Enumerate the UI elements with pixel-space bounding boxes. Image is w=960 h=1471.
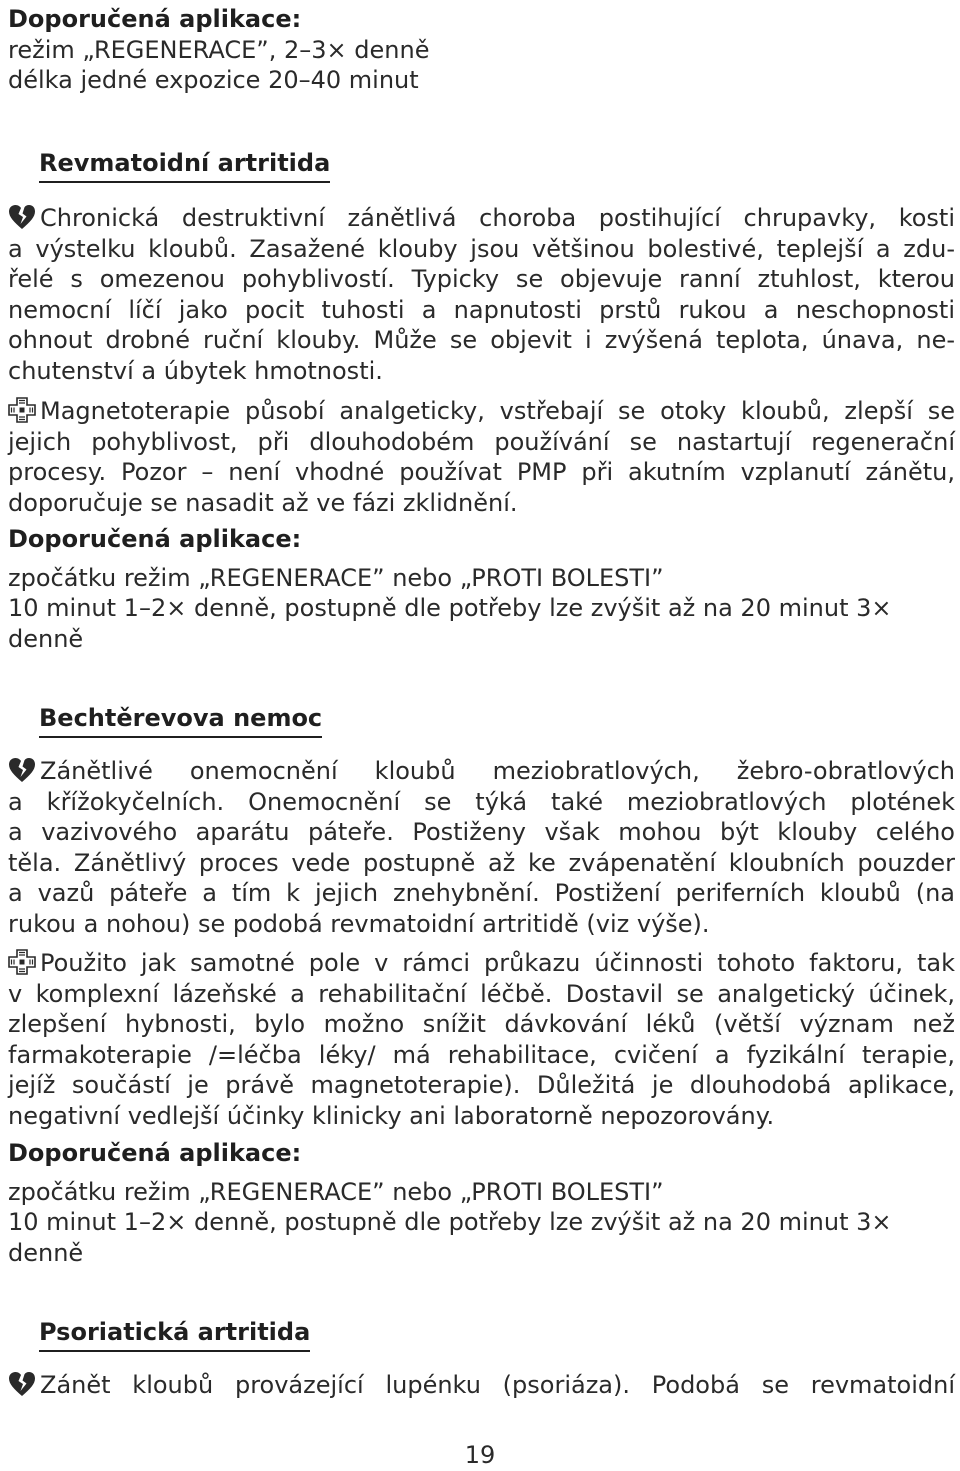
section-bechterevova <box>8 703 322 738</box>
rec-line: zpočátku režim „REGENERACE” nebo „PROTI BOLESTI” <box>8 1177 664 1206</box>
recommended-application-3 <box>8 1138 955 1268</box>
paragraph-line: jejíž součástí je právě magnetoterapie). Důležitá je dlouhodobá aplikace, <box>8 1071 955 1099</box>
rec-line: režim „REGENERACE”, 2–3× denně <box>8 35 430 64</box>
paragraph-line: rukou a nohou) se podobá revmatoidní artritidě (viz výše). <box>8 909 710 938</box>
paragraph-line: Magnetoterapie působí analgeticky, vstřebají se otoky kloubů, zlepší se <box>8 396 955 427</box>
paragraph-line: negativní vedlejší účinky klinicky ani laboratorně nepozorovány. <box>8 1101 775 1130</box>
paragraph-line: Zánětlivé onemocnění kloubů meziobratlových, žebro-obratlových <box>8 756 955 787</box>
paragraph-line: těla. Zánětlivý proces vede postupně až ke zvápenatění kloubních pouzder <box>8 848 955 877</box>
recommended-heading: Doporučená aplikace: <box>8 1139 302 1167</box>
paragraph-line: v komplexní lázeňské a rehabilitační léčbě. Dostavil se analgetický účinek, <box>8 979 955 1008</box>
rec-line: délka jedné expozice 20–40 minut <box>8 66 419 94</box>
rec-line: zpočátku režim „REGENERACE” nebo „PROTI BOLESTI” <box>8 563 664 592</box>
medical-cross-icon <box>8 949 36 975</box>
recommended-application-1 <box>8 4 429 96</box>
recommended-heading: Doporučená aplikace: <box>8 5 302 33</box>
rec-line: 10 minut 1–2× denně, postupně dle potřeby lze zvýšit až na 20 minut 3× <box>8 1208 892 1236</box>
disease-paragraph <box>8 1370 955 1401</box>
paragraph-line: Chronická destruktivní zánětlivá choroba postihující chrupavky, kosti <box>8 203 955 234</box>
broken-heart-icon <box>8 757 36 783</box>
section-heading: Psoriatická artritida <box>39 1317 310 1352</box>
recommended-heading: Doporučená aplikace: <box>8 525 302 553</box>
page-number: 19 <box>464 1441 496 1469</box>
treatment-paragraph <box>8 948 955 1131</box>
paragraph-line: a vazů páteře a tím k jejich znehybnění. Postižení periferních kloubů (na <box>8 879 955 907</box>
disease-paragraph <box>8 756 955 939</box>
paragraph-line: a vazivového aparátu páteře. Postiženy však mohou být klouby celého <box>8 818 955 846</box>
paragraph-line: zlepšení hybnosti, bylo možno snížit dávkování léků (větší význam než <box>8 1010 955 1038</box>
paragraph-line: a výstelku kloubů. Zasažené klouby jsou většinou bolestivé, teplejší a zdu- <box>8 234 955 263</box>
broken-heart-icon <box>8 1371 36 1397</box>
paragraph-line: Použito jak samotné pole v rámci průkazu účinnosti tohoto faktoru, tak <box>8 948 955 979</box>
rec-line: denně <box>8 1238 84 1267</box>
recommended-application-2 <box>8 524 955 654</box>
section-heading: Revmatoidní artritida <box>39 148 330 183</box>
paragraph-line: nemocní líčí jako pocit tuhosti a napnutosti prstů rukou a neschopnosti <box>8 295 955 324</box>
broken-heart-icon <box>8 204 36 230</box>
paragraph-line: Zánět kloubů provázející lupénku (psoriáza). Podobá se revmatoidní <box>8 1370 955 1401</box>
section-heading: Bechtěrevova nemoc <box>39 703 322 738</box>
paragraph-line: ohnout drobné ruční klouby. Může se objevit i zvýšená teplota, únava, ne- <box>8 326 955 354</box>
treatment-paragraph <box>8 396 955 518</box>
rec-line: 10 minut 1–2× denně, postupně dle potřeby lze zvýšit až na 20 minut 3× <box>8 594 892 622</box>
paragraph-line: doporučuje se nasadit až ve fázi zklidnění. <box>8 488 518 517</box>
paragraph-line: procesy. Pozor – není vhodné používat PMP při akutním vzplanutí zánětu, <box>8 458 955 486</box>
medical-cross-icon <box>8 397 36 423</box>
paragraph-line: a křížokyčelních. Onemocnění se týká také meziobratlových plotének <box>8 787 955 816</box>
section-revmatoidni <box>8 148 330 183</box>
paragraph-line: farmakoterapie /=léčba léky/ má rehabilitace, cvičení a fyzikální terapie, <box>8 1040 955 1069</box>
paragraph-line: jejich pohyblivost, při dlouhodobém používání se nastartují regenerační <box>8 427 955 456</box>
paragraph-line: řelé s omezenou pohyblivostí. Typicky se objevuje ranní ztuhlost, kterou <box>8 265 955 293</box>
paragraph-line: chutenství a úbytek hmotnosti. <box>8 356 383 385</box>
rec-line: denně <box>8 624 84 653</box>
section-psoriaticka <box>8 1317 310 1352</box>
disease-paragraph <box>8 203 955 386</box>
